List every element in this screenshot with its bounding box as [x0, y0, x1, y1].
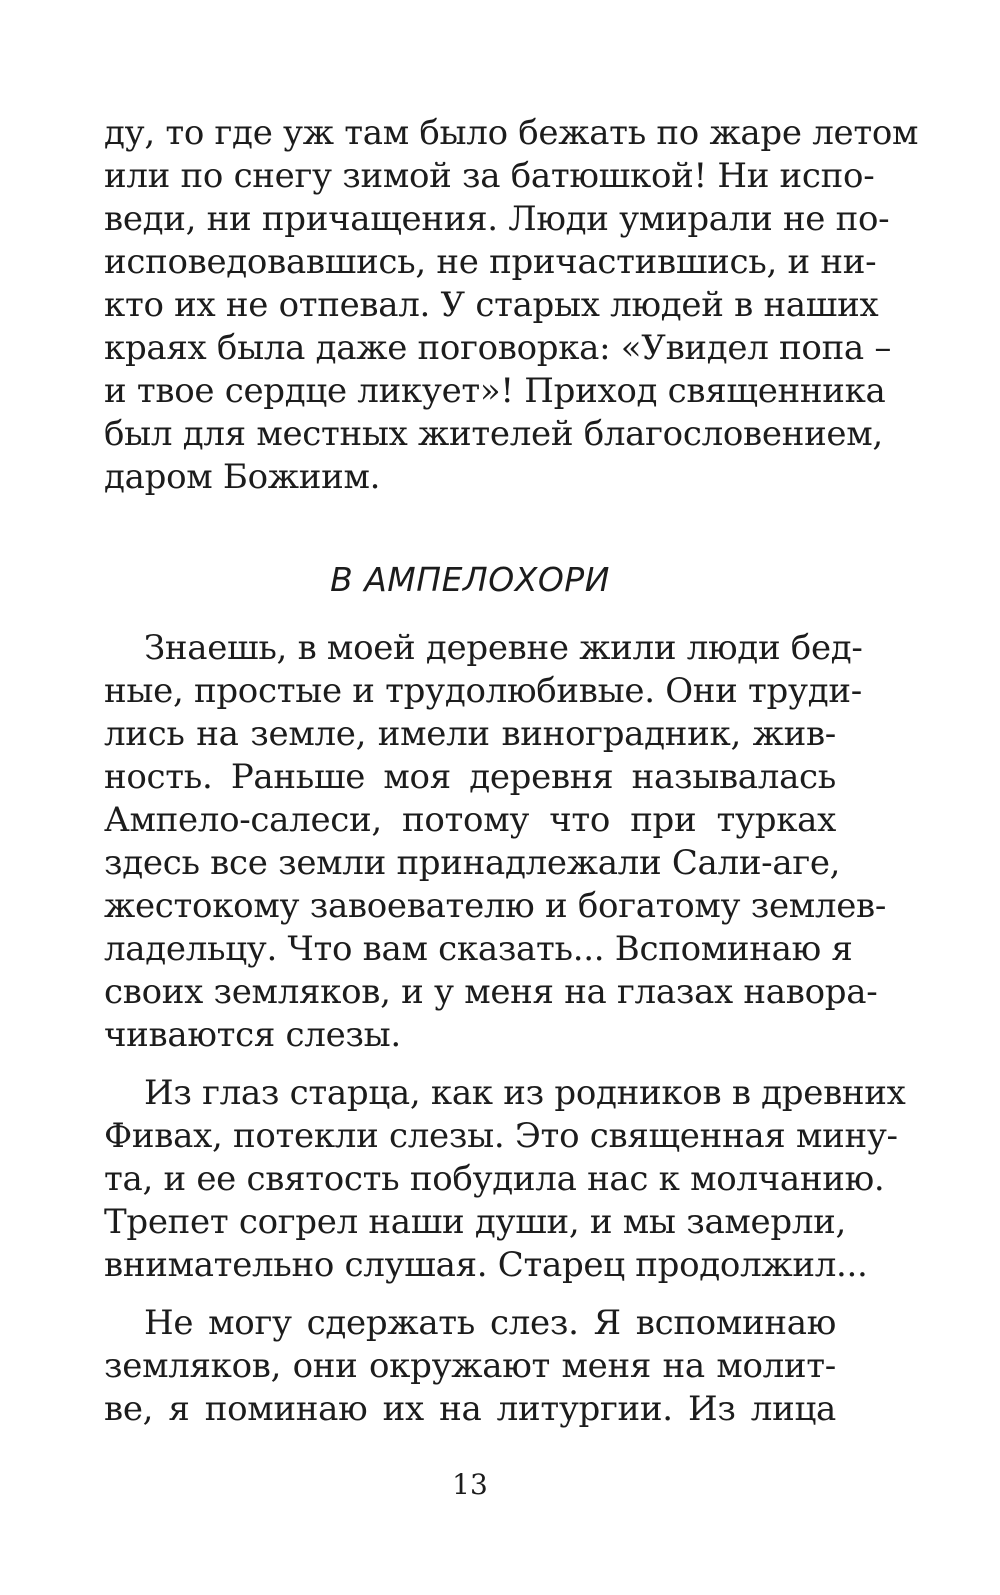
- text-line: ные, простые и трудолюбивые. Они труди-: [104, 671, 862, 711]
- text-line: был для местных жителей благословением,: [104, 414, 883, 454]
- text-line: ве, я поминаю их на литургии. Из лица: [104, 1389, 836, 1429]
- text-line: лись на земле, имели виноградник, жив-: [104, 714, 836, 754]
- text-line: та, и ее святость побудила нас к молчанию.: [104, 1159, 885, 1199]
- text-line: жестокому завоевателю и богатому землев-: [104, 886, 887, 926]
- section-heading: В АМПЕЛОХОРИ: [330, 560, 610, 599]
- text-line: здесь все земли принадлежали Сали-аге,: [104, 843, 841, 883]
- paragraph-top: [104, 112, 919, 499]
- text-line: внимательно слушая. Старец продолжил...: [104, 1245, 868, 1285]
- text-line: Трепет согрел наши души, и мы замерли,: [104, 1202, 847, 1242]
- text-line: ладельцу. Что вам сказать... Вспоминаю я: [104, 929, 853, 969]
- text-line: Не могу сдержать слез. Я вспоминаю: [144, 1303, 836, 1343]
- text-line: или по снегу зимой за батюшкой! Ни испо-: [104, 156, 875, 196]
- paragraph-village: [104, 627, 887, 1057]
- text-line: своих земляков, и у меня на глазах навора-: [104, 972, 878, 1012]
- text-line: кто их не отпевал. У старых людей в наших: [104, 285, 879, 325]
- text-line: ду, то где уж там было бежать по жаре летом: [104, 113, 919, 153]
- text-line: Фивах, потекли слезы. Это священная мину-: [104, 1116, 898, 1156]
- page-number: 13: [452, 1468, 488, 1501]
- text-line: Знаешь, в моей деревне жили люди бед-: [144, 628, 863, 668]
- text-line: чиваются слезы.: [104, 1015, 401, 1055]
- text-line: земляков, они окружают меня на молит-: [104, 1346, 836, 1386]
- paragraph-tears: [104, 1072, 906, 1287]
- text-line: исповедовавшись, не причастившись, и ни-: [104, 242, 877, 282]
- text-line: Ампело-салеси, потому что при турках: [104, 800, 836, 840]
- text-line: веди, ни причащения. Люди умирали не по-: [104, 199, 890, 239]
- text-line: ность. Раньше моя деревня называлась: [104, 757, 836, 797]
- paragraph-last: [104, 1302, 836, 1431]
- text-line: краях была даже поговорка: «Увидел попа –: [104, 328, 892, 368]
- text-line: и твое сердце ликует»! Приход священника: [104, 371, 886, 411]
- text-line: даром Божиим.: [104, 457, 381, 497]
- text-line: Из глаз старца, как из родников в древних: [144, 1073, 906, 1113]
